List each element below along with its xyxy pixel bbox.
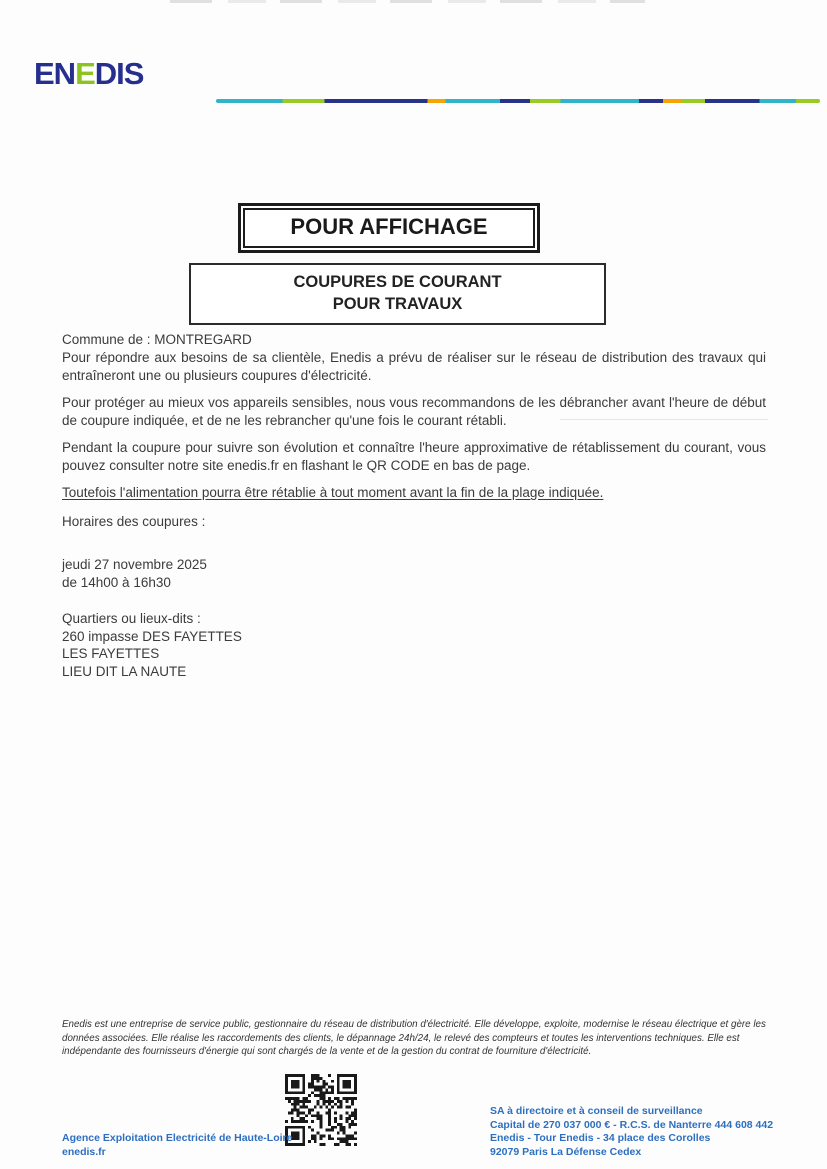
quartiers-label: Quartiers ou lieux-dits : [62,611,201,626]
underlined-notice: Toutefois l'alimentation pourra être rétablie à tout moment avant la fin de la plage indiquée. [62,485,604,500]
logo-text-after: dis [94,45,144,94]
enedis-logo [34,45,144,94]
company-line: Capital de 270 037 000 € - R.C.S. de Nanterre 444 608 442 [490,1118,774,1131]
agency-block [62,1131,292,1159]
brand-color-line [216,99,820,103]
location-line: 260 impasse DES FAYETTES [62,628,242,644]
schedule-date: jeudi 27 novembre 2025 [62,557,207,572]
paragraph-advice: Pour protéger au mieux vos appareils sensibles, nous vous recommandons de les débrancher avant l'heure de début de coupure indiquée, et de ne les rebrancher qu'une fois le courant rétabli. [62,395,766,428]
title-banner [189,263,606,325]
paragraph-qrcode: Pendant la coupure pour suivre son évolution et connaître l'heure approximative de rétablissement du courant, vous pouvez consulter notre site enedis.fr en flashant le QR CODE en bas de page. [62,440,766,473]
company-line: 92079 Paris La Défense Cedex [490,1145,642,1158]
logo-text-before: en [34,45,76,94]
legal-text: Enedis est une entreprise de service public, gestionnaire du réseau de distribution d'électricité. Elle développe, exploite, modernise le réseau électrique et gère les données associées. Elle réalise les raccordements des clients, le dépannage 24h/24, le relevé des compteurs et toutes les interventions techniques. Elle est indépendante des fournisseurs d'énergie qui sont chargés de la vente et de la gestion du contrat de fourniture d'électricité. [62,1019,766,1057]
location-line: LES FAYETTES [62,646,160,661]
title-line-2: POUR TRAVAUX [332,295,463,313]
commune-line: Commune de : MONTREGARD [62,332,252,347]
company-line: Enedis - Tour Enedis - 34 place des Corolles [490,1132,711,1144]
schedule-block [62,556,766,592]
enedis-url: enedis.fr [62,1146,106,1158]
qr-code [285,1074,357,1146]
company-line: SA à directoire et à conseil de surveillance [490,1105,703,1117]
company-legal-block [490,1105,773,1159]
quartiers-block [62,610,766,680]
schedule-time: de 14h00 à 16h30 [62,575,171,590]
affichage-title: POUR AFFICHAGE [243,208,535,248]
paragraph-intro: Pour répondre aux besoins de sa clientèle, Enedis a prévu de réaliser sur le réseau de distribution des travaux qui entraîneront une ou plusieurs coupures d'électricité. [62,350,766,383]
location-line: LIEU DIT LA NAUTE [62,663,187,679]
agency-name: Agence Exploitation Electricité de Haute-Loire [62,1132,293,1144]
scan-artifact-top [170,0,645,3]
logo-accent-letter: e [75,45,95,94]
horaires-label: Horaires des coupures : [62,514,206,529]
body-content [62,331,766,680]
affichage-banner [238,203,540,253]
title-line-1: COUPURES DE COURANT [293,273,502,291]
